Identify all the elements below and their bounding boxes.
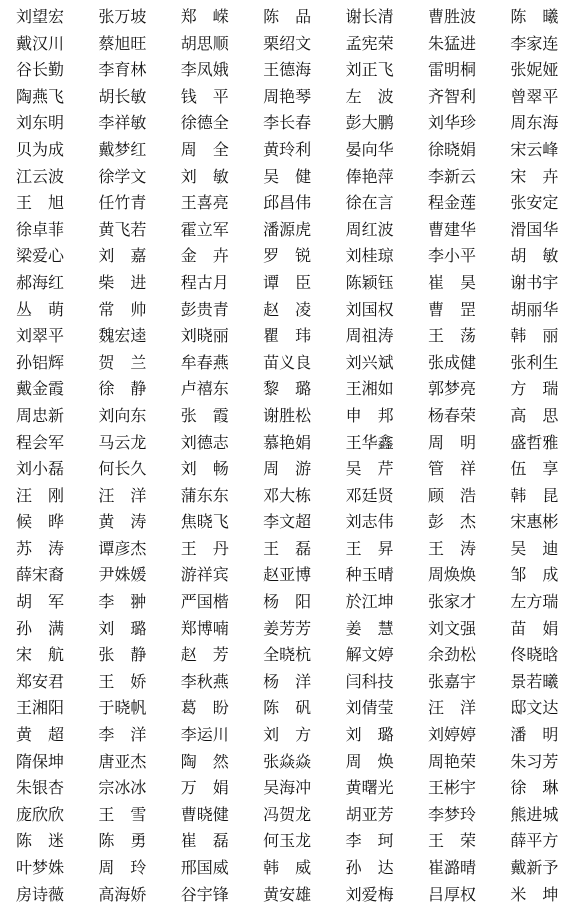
name-cell: 谷长勤 [16, 60, 65, 80]
name-cell: 张 静 [98, 645, 147, 665]
name-cell: 李祥敏 [98, 113, 147, 133]
name-cell: 刘翠平 [16, 326, 65, 346]
name-cell: 汪 洋 [427, 698, 476, 718]
name-cell: 程金莲 [427, 193, 476, 213]
name-cell: 胡 敏 [510, 246, 559, 266]
name-cell: 孙 达 [345, 858, 394, 877]
name-cell: 隋保坤 [16, 751, 65, 771]
name-cell: 周 游 [263, 459, 312, 479]
name-cell: 房诗薇 [16, 884, 65, 904]
name-cell: 胡长敏 [98, 86, 147, 106]
name-cell: 王喜亮 [180, 193, 229, 213]
name-cell: 刘文强 [427, 618, 476, 638]
name-cell: 戴金霞 [16, 379, 65, 399]
name-cell: 汪 洋 [98, 485, 147, 505]
name-cell: 丛 萌 [16, 299, 65, 319]
name-cell: 严国楷 [180, 592, 229, 612]
name-cell: 李凤娥 [180, 60, 229, 80]
name-cell: 卢禧东 [180, 379, 229, 399]
name-cell: 曹建华 [427, 219, 476, 239]
name-cell: 刘东明 [16, 113, 65, 133]
name-cell: 王 娇 [98, 671, 147, 691]
name-cell: 候 晔 [16, 512, 65, 532]
name-cell: 钱 平 [180, 86, 229, 106]
name-cell: 周 玲 [98, 858, 147, 877]
name-cell: 李 翀 [98, 592, 147, 612]
name-cell: 郑安君 [16, 671, 65, 691]
name-cell: 李新云 [427, 166, 476, 186]
name-cell: 何玉龙 [263, 831, 312, 851]
name-cell: 戴新予 [510, 858, 559, 877]
name-cell: 崔潞晴 [427, 858, 476, 877]
name-cell: 赵亚博 [263, 565, 312, 585]
name-cell: 李梦玲 [427, 804, 476, 824]
name-cell: 霍立军 [180, 219, 229, 239]
name-cell: 邓大栋 [263, 485, 312, 505]
name-cell: 叶梦姝 [16, 858, 65, 877]
name-cell: 李长春 [263, 113, 312, 133]
name-cell: 朱习芳 [510, 751, 559, 771]
name-cell: 孟宪荣 [345, 33, 394, 53]
name-cell: 罗 锐 [263, 246, 312, 266]
name-cell: 刘德志 [180, 432, 229, 452]
name-cell: 宋云峰 [510, 139, 559, 159]
name-cell: 任竹青 [98, 193, 147, 213]
name-cell: 赵 凌 [263, 299, 312, 319]
name-cell: 张妮娅 [510, 60, 559, 80]
name-cell: 郑 嵘 [180, 7, 229, 26]
name-cell: 张成健 [427, 352, 476, 372]
name-cell: 宋 航 [16, 645, 65, 665]
name-cell: 李 珂 [345, 831, 394, 851]
name-cell: 谭彦杰 [98, 538, 147, 558]
name-cell: 唐亚杰 [98, 751, 147, 771]
name-cell: 晏向华 [345, 139, 394, 159]
name-cell: 刘向东 [98, 405, 147, 425]
name-cell: 徐 静 [98, 379, 147, 399]
name-cell: 胡丽华 [510, 299, 559, 319]
name-cell: 周 明 [427, 432, 476, 452]
name-cell: 伍 享 [510, 459, 559, 479]
name-cell: 张万坡 [98, 7, 147, 26]
name-cell: 徐学文 [98, 166, 147, 186]
name-cell: 庞欣欣 [16, 804, 65, 824]
name-cell: 张利生 [510, 352, 559, 372]
name-cell: 慕艳娟 [263, 432, 312, 452]
name-cell: 刘桂琼 [345, 246, 394, 266]
name-cell: 刘 敏 [180, 166, 229, 186]
name-cell: 周 焕 [345, 751, 394, 771]
name-cell: 刘晓丽 [180, 326, 229, 346]
name-cell: 高 思 [510, 405, 559, 425]
name-cell: 潘 明 [510, 725, 559, 745]
name-cell: 徐晓娟 [427, 139, 476, 159]
name-cell: 刘小磊 [16, 459, 65, 479]
name-cell: 吴 健 [263, 166, 312, 186]
name-cell: 谢长清 [345, 7, 394, 26]
name-cell: 曹胜波 [427, 7, 476, 26]
name-cell: 栗绍文 [263, 33, 312, 53]
name-cell: 周焕焕 [427, 565, 476, 585]
name-cell: 王 荣 [427, 831, 476, 851]
name-cell: 张 霞 [180, 405, 229, 425]
name-cell: 杨 阳 [263, 592, 312, 612]
name-cell: 全晓杭 [263, 645, 312, 665]
name-cell: 周忠新 [16, 405, 65, 425]
name-cell: 吴 芹 [345, 459, 394, 479]
name-cell: 李秋燕 [180, 671, 229, 691]
name-cell: 蒲东东 [180, 485, 229, 505]
name-cell: 李家连 [510, 33, 559, 53]
name-cell: 王湘如 [345, 379, 394, 399]
name-cell: 周艳荣 [427, 751, 476, 771]
name-cell: 陈颖钰 [345, 272, 394, 292]
name-cell: 苗 娟 [510, 618, 559, 638]
name-cell: 陈 迷 [16, 831, 65, 851]
name-cell: 陈 曦 [510, 7, 559, 26]
name-cell: 王 荡 [427, 326, 476, 346]
name-cell: 宋 卉 [510, 166, 559, 186]
name-cell: 姜芳芳 [263, 618, 312, 638]
name-cell: 刘华珍 [427, 113, 476, 133]
name-cell: 姜 慧 [345, 618, 394, 638]
name-cell: 吴 迪 [510, 538, 559, 558]
name-cell: 管 祥 [427, 459, 476, 479]
name-cell: 刘兴斌 [345, 352, 394, 372]
name-cell: 黄 涛 [98, 512, 147, 532]
name-cell: 金 卉 [180, 246, 229, 266]
name-cell: 谭 臣 [263, 272, 312, 292]
name-cell: 游祥宾 [180, 565, 229, 585]
name-cell: 贝为成 [16, 139, 65, 159]
name-cell: 周东海 [510, 113, 559, 133]
name-cell: 齐智利 [427, 86, 476, 106]
name-cell: 杨春荣 [427, 405, 476, 425]
name-cell: 熊进城 [510, 804, 559, 824]
name-cell: 周 全 [180, 139, 229, 159]
name-cell: 李运川 [180, 725, 229, 745]
name-cell: 万 娟 [180, 778, 229, 798]
name-cell: 刘 方 [263, 725, 312, 745]
name-cell: 陈 勇 [98, 831, 147, 851]
name-cell: 徐德全 [180, 113, 229, 133]
name-cell: 王 旭 [16, 193, 65, 213]
name-cell: 徐在言 [345, 193, 394, 213]
name-cell: 彭贵青 [180, 299, 229, 319]
name-cell: 戴汉川 [16, 33, 65, 53]
name-cell: 李 洋 [98, 725, 147, 745]
name-cell: 陈 品 [263, 7, 312, 26]
name-cell: 佟晓晗 [510, 645, 559, 665]
name-cell: 吕厚权 [427, 884, 476, 904]
name-cell: 韩 昆 [510, 485, 559, 505]
name-cell: 左 波 [345, 86, 394, 106]
name-cell: 葛 盼 [180, 698, 229, 718]
name-cell: 王 涛 [427, 538, 476, 558]
name-cell: 闫科技 [345, 671, 394, 691]
name-cell: 常 帅 [98, 299, 147, 319]
name-cell: 梁爱心 [16, 246, 65, 266]
name-cell: 申 邦 [345, 405, 394, 425]
name-cell: 周祖涛 [345, 326, 394, 346]
name-cell: 朱猛进 [427, 33, 476, 53]
name-cell: 汪 刚 [16, 485, 65, 505]
name-cell: 曹晓健 [180, 804, 229, 824]
name-cell: 周艳琴 [263, 86, 312, 106]
name-cell: 张安定 [510, 193, 559, 213]
name-cell: 黄 超 [16, 725, 65, 745]
name-cell: 王 丹 [180, 538, 229, 558]
name-cell: 黄曙光 [345, 778, 394, 798]
name-cell: 邹 成 [510, 565, 559, 585]
name-cell: 徐 琳 [510, 778, 559, 798]
name-cell: 马云龙 [98, 432, 147, 452]
name-cell: 黄安雄 [263, 884, 312, 904]
name-cell: 张嘉宇 [427, 671, 476, 691]
name-cell: 王湘阳 [16, 698, 65, 718]
name-cell: 张焱焱 [263, 751, 312, 771]
name-cell: 刘 畅 [180, 459, 229, 479]
name-cell: 王彬宇 [427, 778, 476, 798]
name-cell: 刘婷婷 [427, 725, 476, 745]
name-cell: 李育林 [98, 60, 147, 80]
name-cell: 邸文达 [510, 698, 559, 718]
name-cell: 蔡旭旺 [98, 33, 147, 53]
name-cell: 米 坤 [510, 884, 559, 904]
name-cell: 孙 满 [16, 618, 65, 638]
name-cell: 牟春燕 [180, 352, 229, 372]
name-cell: 韩 威 [263, 858, 312, 877]
name-cell: 景若曦 [510, 671, 559, 691]
name-cell: 方 瑞 [510, 379, 559, 399]
name-cell: 韩 丽 [510, 326, 559, 346]
name-cell: 彭 杰 [427, 512, 476, 532]
name-cell: 崔 昊 [427, 272, 476, 292]
name-cell: 谢书宇 [510, 272, 559, 292]
name-cell: 解文婷 [345, 645, 394, 665]
name-cell: 瞿 玮 [263, 326, 312, 346]
name-cell: 邓廷贤 [345, 485, 394, 505]
name-cell: 刘 璐 [98, 618, 147, 638]
name-cell: 陶燕飞 [16, 86, 65, 106]
name-cell: 徐卓菲 [16, 219, 65, 239]
name-cell: 宋惠彬 [510, 512, 559, 532]
name-cell: 王 雪 [98, 804, 147, 824]
name-cell: 左方瑞 [510, 592, 559, 612]
name-cell: 程会军 [16, 432, 65, 452]
name-cell: 胡 军 [16, 592, 65, 612]
name-cell: 曹 罡 [427, 299, 476, 319]
name-cell: 胡思顺 [180, 33, 229, 53]
name-cell: 杨 洋 [263, 671, 312, 691]
name-cell: 江云波 [16, 166, 65, 186]
name-cell: 李小平 [427, 246, 476, 266]
name-cell: 于晓帆 [98, 698, 147, 718]
name-cell: 谷宇锋 [180, 884, 229, 904]
name-cell: 赵 芳 [180, 645, 229, 665]
name-cell: 宗冰冰 [98, 778, 147, 798]
name-cell: 刘志伟 [345, 512, 394, 532]
name-cell: 刘正飞 [345, 60, 394, 80]
name-cell: 郭梦亮 [427, 379, 476, 399]
name-cell: 邱昌伟 [263, 193, 312, 213]
name-cell: 高海娇 [98, 884, 147, 904]
name-cell: 戴梦红 [98, 139, 147, 159]
name-cell: 王 磊 [263, 538, 312, 558]
name-cell: 薛平方 [510, 831, 559, 851]
name-cell: 滑国华 [510, 219, 559, 239]
name-cell: 俸艳萍 [345, 166, 394, 186]
name-cell: 潘源虎 [263, 219, 312, 239]
name-cell: 种玉晴 [345, 565, 394, 585]
name-cell: 郝海红 [16, 272, 65, 292]
name-cell: 顾 浩 [427, 485, 476, 505]
name-cell: 焦晓飞 [180, 512, 229, 532]
name-cell: 周红波 [345, 219, 394, 239]
name-cell: 胡亚芳 [345, 804, 394, 824]
name-cell: 何长久 [98, 459, 147, 479]
name-cell: 孙铝辉 [16, 352, 65, 372]
name-cell: 柴 进 [98, 272, 147, 292]
name-cell: 黄飞若 [98, 219, 147, 239]
name-cell: 魏宏逵 [98, 326, 147, 346]
name-cell: 雷明桐 [427, 60, 476, 80]
name-cell: 於江坤 [345, 592, 394, 612]
name-cell: 程古月 [180, 272, 229, 292]
name-cell: 王 昇 [345, 538, 394, 558]
name-cell: 邢国威 [180, 858, 229, 877]
name-cell: 朱银杏 [16, 778, 65, 798]
name-cell: 王华鑫 [345, 432, 394, 452]
name-cell: 尹姝媛 [98, 565, 147, 585]
name-cell: 刘爱梅 [345, 884, 394, 904]
name-cell: 郑博喃 [180, 618, 229, 638]
name-cell: 吴海冲 [263, 778, 312, 798]
name-cell: 刘 璐 [345, 725, 394, 745]
name-cell: 张家才 [427, 592, 476, 612]
name-cell: 余劲松 [427, 645, 476, 665]
name-cell: 盛哲雅 [510, 432, 559, 452]
name-cell: 李文超 [263, 512, 312, 532]
name-cell: 王德海 [263, 60, 312, 80]
name-cell: 陶 然 [180, 751, 229, 771]
name-cell: 刘国权 [345, 299, 394, 319]
name-cell: 曾翠平 [510, 86, 559, 106]
name-cell: 谢胜松 [263, 405, 312, 425]
name-cell: 贺 兰 [98, 352, 147, 372]
name-cell: 崔 磊 [180, 831, 229, 851]
name-cell: 刘倩莹 [345, 698, 394, 718]
name-cell: 薛宋裔 [16, 565, 65, 585]
name-cell: 彭大鹏 [345, 113, 394, 133]
name-cell: 苏 涛 [16, 538, 65, 558]
name-cell: 刘望宏 [16, 7, 65, 26]
name-cell: 黄玲利 [263, 139, 312, 159]
name-cell: 冯贺龙 [263, 804, 312, 824]
name-cell: 刘 嘉 [98, 246, 147, 266]
name-cell: 陈 矾 [263, 698, 312, 718]
name-cell: 黎 璐 [263, 379, 312, 399]
name-cell: 苗义良 [263, 352, 312, 372]
